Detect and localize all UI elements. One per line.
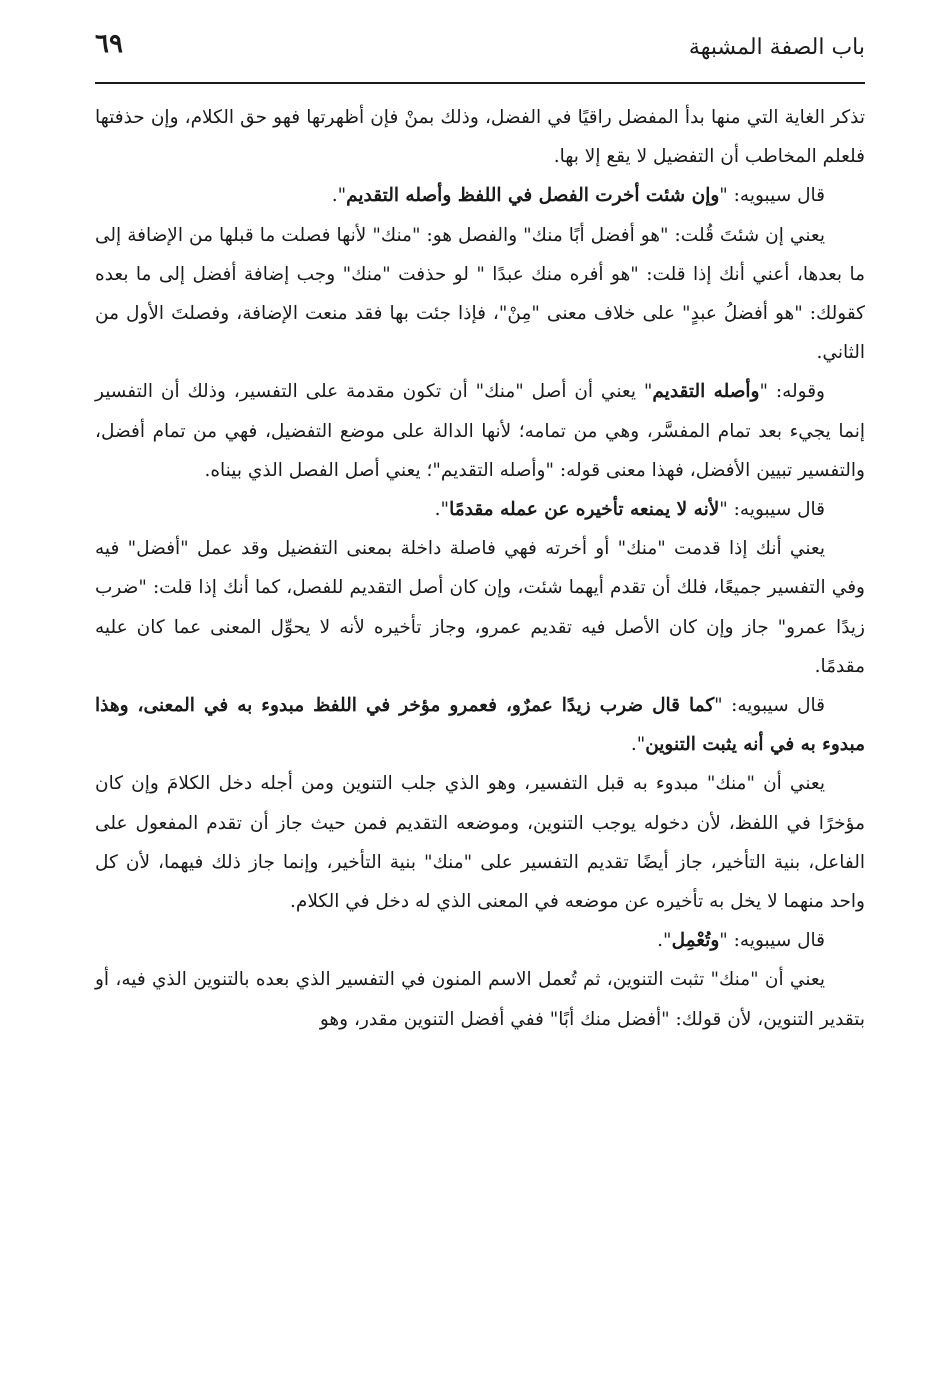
- sibawayh-quote: [95, 176, 865, 215]
- quote-lead: قال سيبويه: ": [719, 499, 825, 521]
- quote-bold-text: وتُعْمِل: [671, 930, 720, 952]
- quote-lead: قال سيبويه: ": [719, 185, 825, 207]
- paragraph: يعني أنك إذا قدمت "منك" أو أخرته فهي فاصلة داخلة بمعنى التفضيل وقد عمل "أفضل" فيه وفي التفسير جميعًا، فلك أن تقدم أيهما شئت، وإن كان أصل التقديم للفصل، كما أنك إذا قلت: "ضرب زيدًا عمرو" جاز وإن كان الأصل فيه تقديم عمرو، وجاز تأخيره لأنه لا يحوِّل المعنى عما كان عليه مقدمًا.: [95, 538, 865, 677]
- paragraph: يعني أن "منك" مبدوء به قبل التفسير، وهو الذي جلب التنوين ومن أجله دخل الكلامَ وإن كان مؤخرًا في اللفظ، لأن دخوله يوجب التنوين، وموضعه التقديم فمن حيث جاز أن تقدم المفعول على الفاعل، بنية التأخير، جاز أيضًا تقديم التفسير على "منك" بنية التأخير، وإنما جاز ذلك فيهما، لأن كل واحد منهما لا يخل به تأخيره عن موضعه في المعنى الذي له دخل في الكلام.: [95, 773, 865, 913]
- paragraph: تذكر الغاية التي منها بدأ المفضل راقيًا في الفضل، وذلك بمنْ فإن أظهرتها فهو حق الكلام، وإن حذفتها فلعلم المخاطب أن التفضيل لا يقع إلا بها.: [95, 107, 865, 168]
- quote-lead: قال سيبويه: ": [719, 930, 825, 952]
- paragraph: يعني أن "منك" تثبت التنوين، ثم تُعمل الاسم المنون في التفسير الذي بعده بالتنوين الذي فيه، أو بتقدير التنوين، لأن قولك: "أفضل منك أبًا" ففي أفضل التنوين مقدر، وهو: [95, 969, 865, 1030]
- quote-tail: ".: [657, 930, 672, 952]
- paragraph-bold-text: وأصله التقديم: [652, 381, 760, 403]
- page-number: ٦٩: [95, 29, 123, 59]
- quote-tail: ".: [630, 734, 646, 756]
- quote-bold-text: كما قال ضرب زيدًا عمرٌو، فعمرو مؤخر في اللفظ مبدوء به في المعنى، وهذا مبدوء به في أنه يثبت التنوين: [95, 695, 865, 756]
- page-body: [95, 98, 865, 1039]
- running-title: باب الصفة المشبهة: [688, 35, 865, 60]
- paragraph: [95, 372, 865, 490]
- paragraph: يعني إن شئتَ قُلت: "هو أفضل أبًا منك" والفصل هو: "منك" لأنها فصلت ما قبلها من الإضافة إلى ما بعدها، أعني أنك إذا قلت: "هو أفره منك عبدًا " لو حذفت "منك" وجب إضافة أفضل إلى ما بعده كقولك: "هو أفضلُ عبدٍ" على خلاف معنى "مِنْ"، فإذا جئت بها فقد منعت الإضافة، وفصلتَ الأول من الثاني.: [95, 224, 865, 364]
- sibawayh-quote: [95, 490, 865, 529]
- page-header: [95, 22, 865, 78]
- paragraph-lead: وقوله: ": [759, 381, 825, 403]
- quote-bold-text: لأنه لا يمنعه تأخيره عن عمله مقدمًا: [449, 499, 720, 521]
- quote-tail: ".: [331, 185, 347, 207]
- quote-lead: قال سيبويه: ": [714, 695, 826, 717]
- header-rule: [95, 82, 865, 84]
- sibawayh-quote: [95, 921, 865, 960]
- quote-tail: ".: [434, 499, 450, 521]
- book-page: [95, 22, 865, 1367]
- sibawayh-quote: [95, 686, 865, 764]
- quote-bold-text: وإن شئت أخرت الفصل في اللفظ وأصله التقديم: [346, 185, 720, 207]
- paragraph-tail: " يعني أن أصل "منك" أن تكون مقدمة على التفسير، وذلك أن التفسير إنما يجيء بعد تمام المفسَّر، وهي من تمامه؛ لأنها الدالة على موضع التفضيل، فهي من تمام أفضل، والتفسير تبيين الأفضل، فهذا معنى قوله: "وأصله التقديم"؛ يعني أصل الفصل الذي بيناه.: [95, 381, 865, 481]
